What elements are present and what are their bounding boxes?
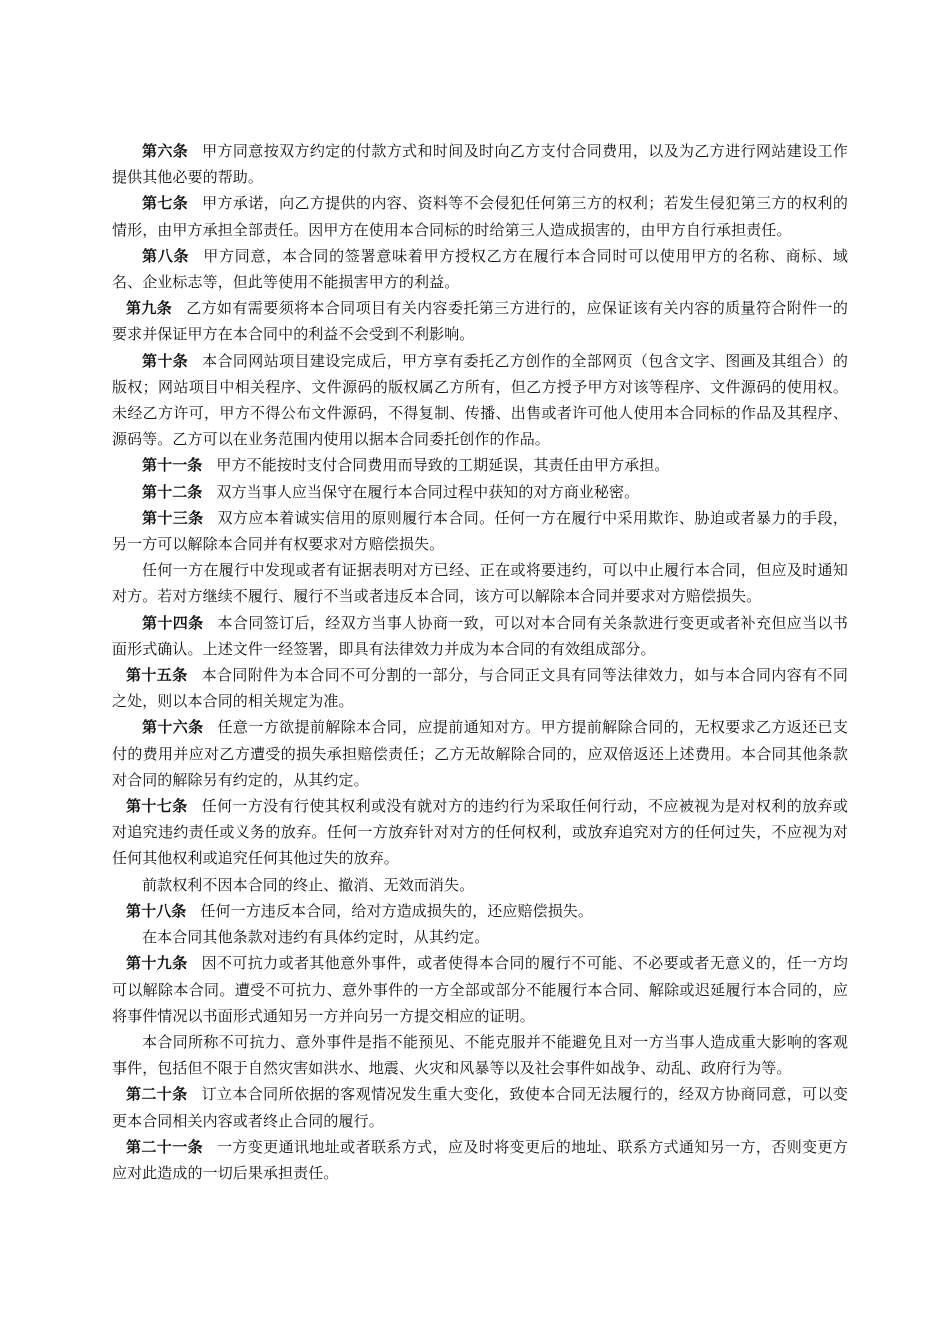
- article-number: 第十五条: [126, 666, 188, 685]
- clause-paragraph: [112, 872, 848, 898]
- clause-paragraph: [112, 190, 848, 242]
- article-number: 第十条: [142, 351, 189, 370]
- clause-text: 因不可抗力或者其他意外事件，或者使得本合同的履行不可能、不必要或者无意义的，任一方均可以解除本合同。遭受不可抗力、意外事件的一方全部或部分不能履行本合同、解除或迟延履行本合同的，应将事件情况以书面形式通知另一方并向另一方提交相应的证明。: [112, 954, 848, 1025]
- clause-text: 任何一方在履行中发现或者有证据表明对方已经、正在或将要违约，可以中止履行本合同，但应及时通知对方。若对方继续不履行、履行不当或者违反本合同，该方可以解除本合同并要求对方赔偿损失。: [112, 561, 848, 606]
- clause-paragraph: [112, 714, 848, 793]
- clause-paragraph: [112, 479, 848, 505]
- clause-paragraph: [112, 950, 848, 1029]
- clause-text: 双方应本着诚实信用的原则履行本合同。任何一方在履行中采用欺诈、胁迫或者暴力的手段，另一方可以解除本合同并有权要求对方赔偿损失。: [112, 508, 849, 554]
- clause-paragraph: [112, 295, 848, 347]
- clause-paragraph: [112, 793, 848, 872]
- clause-paragraph: [112, 243, 848, 295]
- article-number: 第六条: [142, 142, 189, 160]
- article-number: 第十一条: [142, 456, 203, 475]
- article-number: 第十四条: [142, 613, 204, 632]
- clause-paragraph: [112, 138, 848, 190]
- clause-text: 乙方如有需要须将本合同项目有关内容委托第三方进行的，应保证该有关内容的质量符合附件一的要求并保证甲方在本合同中的利益不会受到不利影响。: [112, 299, 848, 344]
- clause-text: 任何一方没有行使其权利或没有就对方的违约行为采取任何行动，不应被视为是对权利的放弃或对追究违约责任或义务的放弃。任何一方放弃针对对方的任何权利，或放弃追究对方的任何过失，不应视为对任何其他权利或追究任何其他过失的放弃。: [112, 797, 848, 868]
- article-number: 第十八条: [126, 901, 187, 920]
- clause-paragraph: [112, 348, 848, 453]
- contract-page: [112, 138, 848, 1186]
- clause-text: 任何一方违反本合同，给对方造成损失的，还应赔偿损失。: [200, 901, 594, 920]
- clause-text: 甲方不能按时支付合同费用而导致的工期延误，其责任由甲方承担。: [216, 456, 670, 475]
- clause-text: 在本合同其他条款对违约有具体约定时，从其约定。: [142, 928, 490, 947]
- clause-text: 前款权利不因本合同的终止、撤消、无效而消失。: [142, 875, 475, 894]
- article-number: 第二十条: [126, 1085, 188, 1104]
- clause-text: 本合同网站项目建设完成后，甲方享有委托乙方创作的全部网页（包含文字、图画及其组合）的版权；网站项目中相关程序、文件源码的版权属乙方所有，但乙方授予甲方对该等程序、文件源码的使用权。未经乙方许可，甲方不得公布文件源码，不得复制、传播、出售或者许可他人使用本合同标的作品及其程序、源码等。乙方可以在业务范围内使用以据本合同委托创作的作品。: [112, 351, 848, 449]
- clause-text: 甲方同意，本合同的签署意味着甲方授权乙方在履行本合同时可以使用甲方的名称、商标、域名、企业标志等，但此等使用不能损害甲方的利益。: [112, 246, 848, 292]
- clause-paragraph: [112, 898, 848, 924]
- clause-paragraph: [112, 610, 848, 662]
- article-number: 第二十一条: [126, 1137, 203, 1156]
- article-number: 第八条: [142, 246, 190, 265]
- clause-paragraph: [112, 924, 848, 950]
- clause-paragraph: [112, 1081, 848, 1133]
- article-number: 第十二条: [142, 482, 203, 501]
- article-number: 第七条: [142, 194, 189, 213]
- clause-text: 本合同所称不可抗力、意外事件是指不能预见、不能克服并不能避免且对一方当事人造成重大影响的客观事件，包括但不限于自然灾害如洪水、地震、火灾和风暴等以及社会事件如战争、动乱、政府行为等。: [112, 1032, 848, 1078]
- article-number: 第十六条: [142, 718, 204, 737]
- clause-text: 甲方同意按双方约定的付款方式和时间及时向乙方支付合同费用，以及为乙方进行网站建设工作提供其他必要的帮助。: [112, 142, 848, 187]
- article-number: 第九条: [126, 299, 173, 318]
- clause-text: 双方当事人应当保守在履行本合同过程中获知的对方商业秘密。: [216, 482, 640, 501]
- article-number: 第十九条: [126, 954, 188, 973]
- clause-text: 任意一方欲提前解除本合同，应提前通知对方。甲方提前解除合同的，无权要求乙方返还已支付的费用并应对乙方遭受的损失承担赔偿责任；乙方无故解除合同的，应双倍返还上述费用。本合同其他条款对合同的解除另有约定的，从其约定。: [112, 718, 849, 789]
- clause-paragraph: [112, 1029, 848, 1081]
- article-number: 第十三条: [142, 508, 204, 527]
- clause-text: 甲方承诺，向乙方提供的内容、资料等不会侵犯任何第三方的权利；若发生侵犯第三方的权利的情形，由甲方承担全部责任。因甲方在使用本合同标的时给第三人造成损害的，由甲方自行承担责任。: [112, 194, 848, 239]
- article-number: 第十七条: [126, 797, 188, 816]
- clause-paragraph: [112, 557, 848, 609]
- clause-paragraph: [112, 452, 848, 478]
- clause-text: 本合同附件为本合同不可分割的一部分，与合同正文具有同等法律效力，如与本合同内容有不同之处，则以本合同的相关规定为准。: [112, 666, 848, 711]
- clause-paragraph: [112, 1134, 848, 1186]
- clause-paragraph: [112, 662, 848, 714]
- clause-paragraph: [112, 505, 848, 557]
- clause-text: 一方变更通讯地址或者联系方式，应及时将变更后的地址、联系方式通知另一方，否则变更方应对此造成的一切后果承担责任。: [112, 1137, 848, 1182]
- clause-text: 本合同签订后，经双方当事人协商一致，可以对本合同有关条款进行变更或者补充但应当以书面形式确认。上述文件一经签署，即具有法律效力并成为本合同的有效组成部分。: [112, 613, 849, 658]
- clause-text: 订立本合同所依据的客观情况发生重大变化，致使本合同无法履行的，经双方协商同意，可以变更本合同相关内容或者终止合同的履行。: [112, 1085, 848, 1130]
